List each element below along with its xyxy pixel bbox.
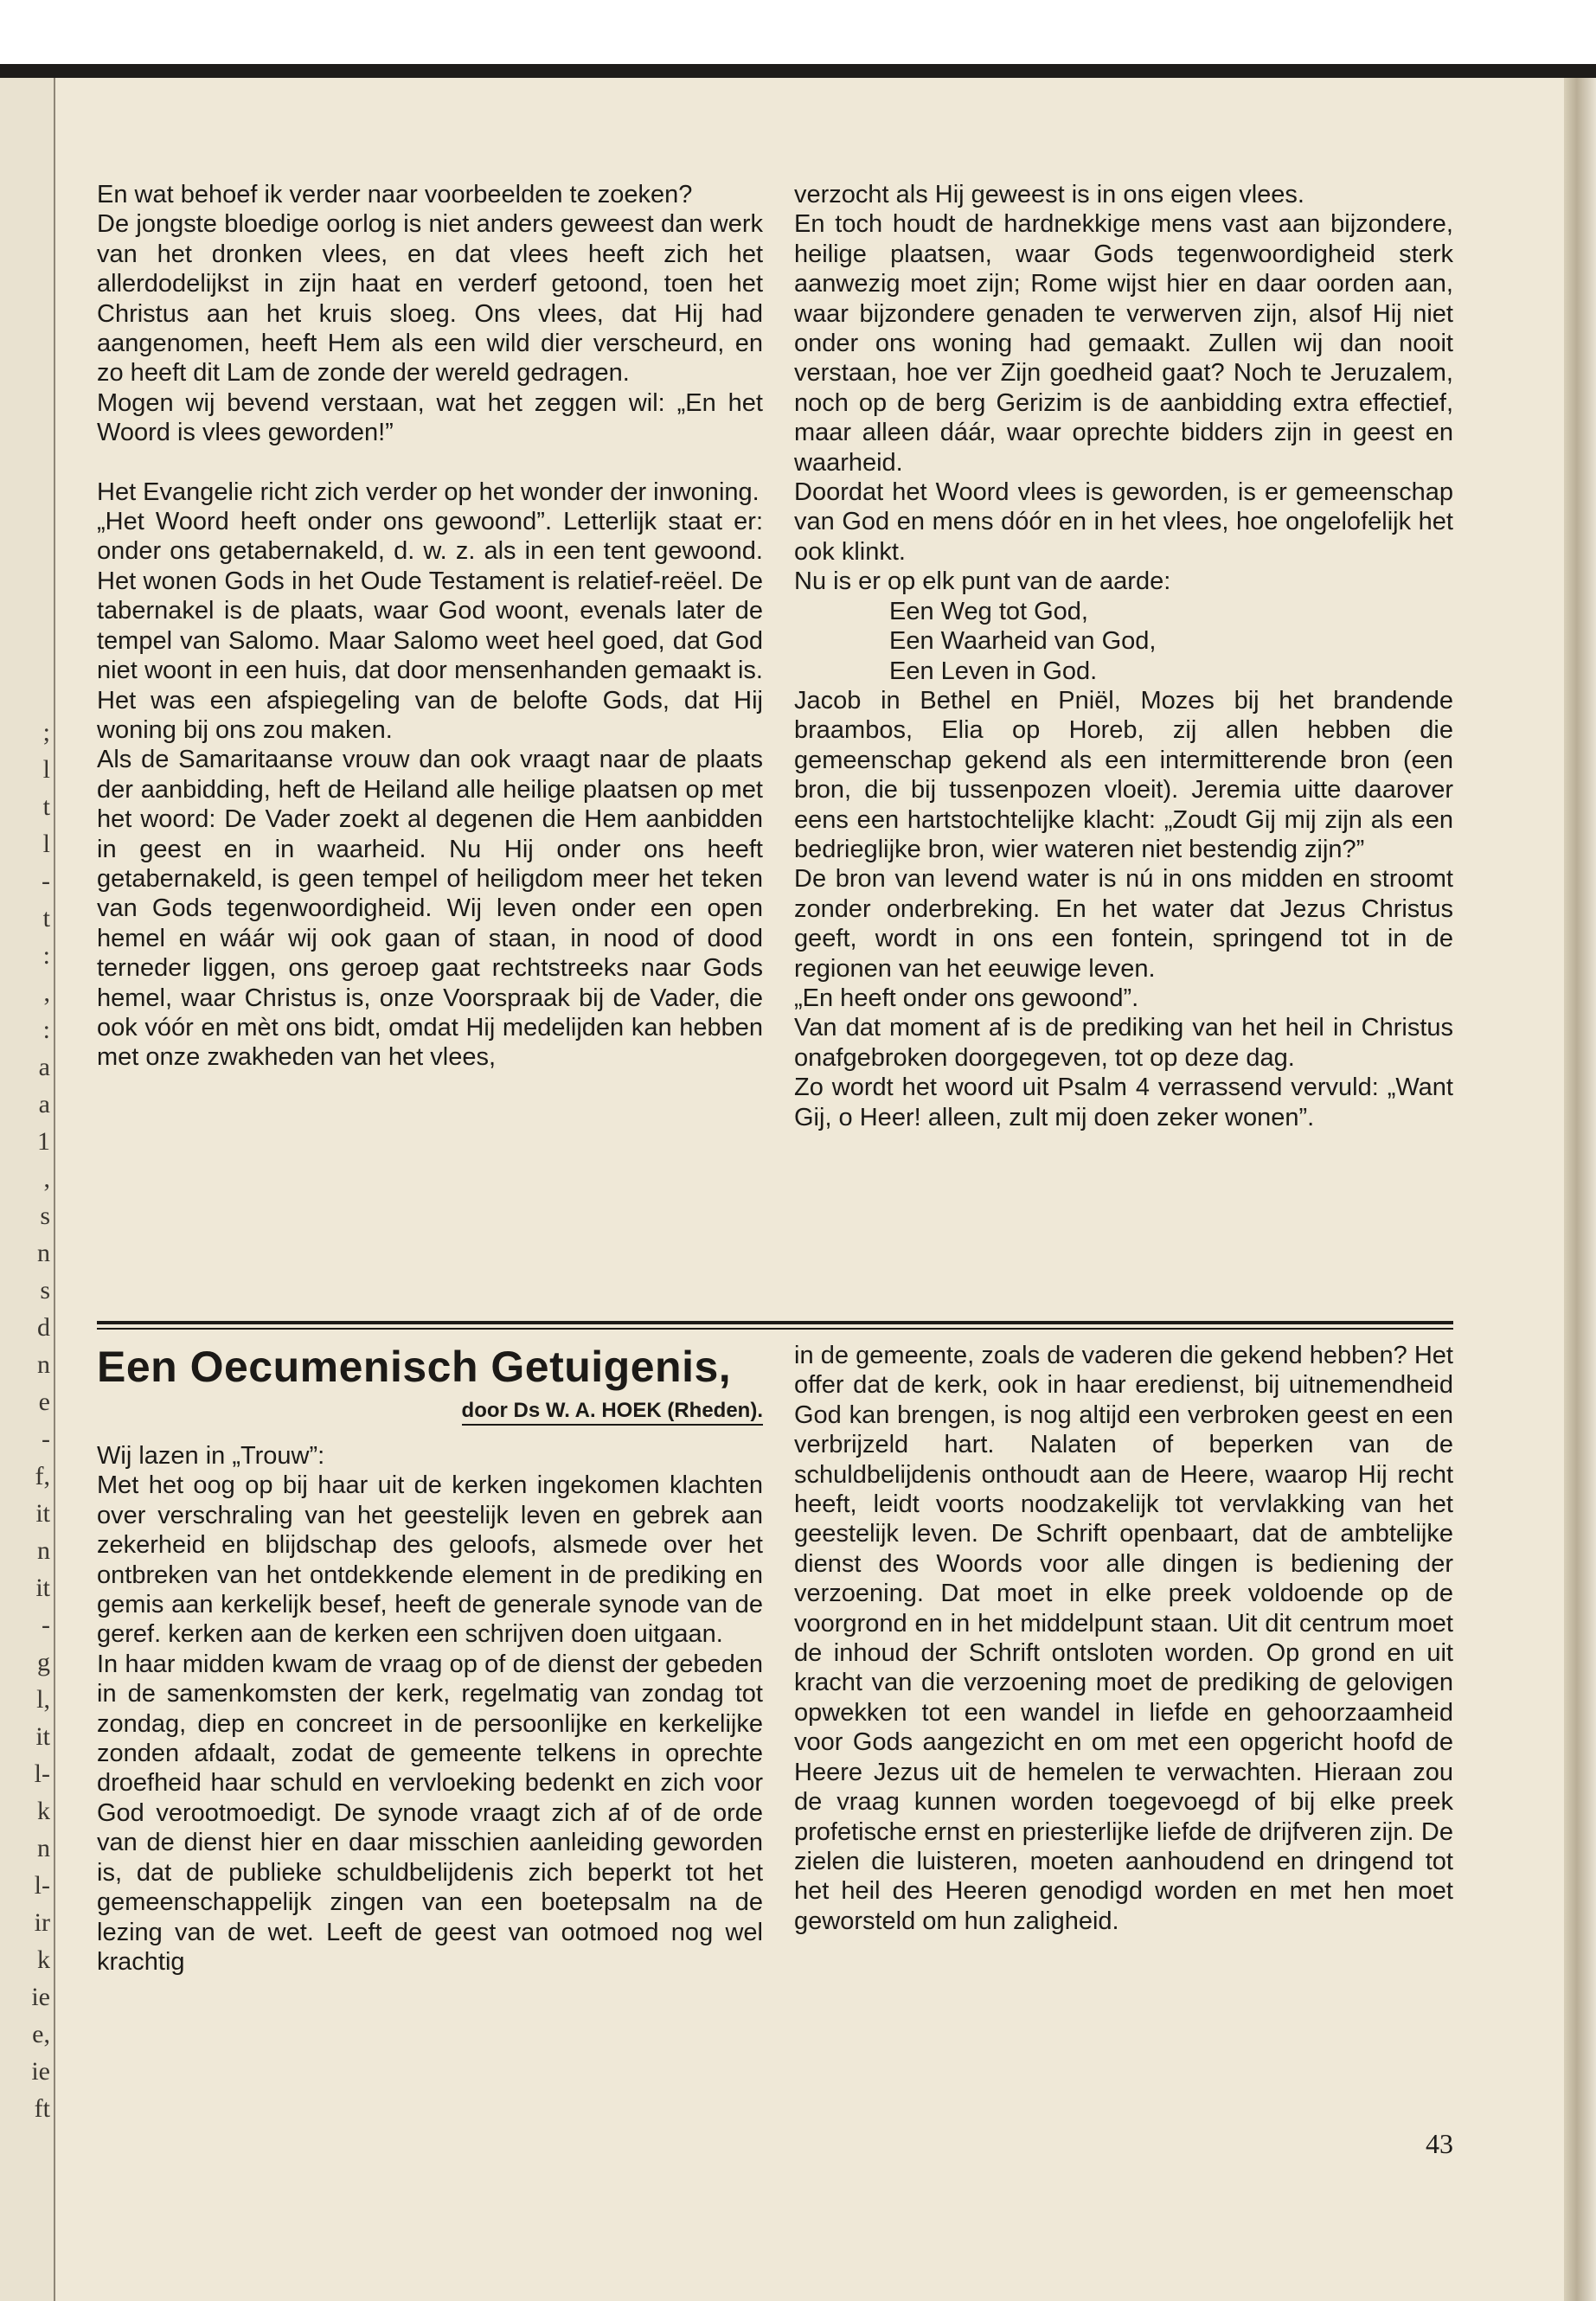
paragraph: Doordat het Woord vlees is geworden, is er gemeenschap van God en mens dóór en in het vlees, hoe ongelofelijk het ook klinkt.: [794, 478, 1453, 566]
margin-fragment: n: [37, 1239, 50, 1267]
margin-fragment: 1: [37, 1127, 50, 1156]
paragraph: verzocht als Hij geweest is in ons eigen vlees.: [794, 181, 1304, 208]
margin-fragment: -: [42, 867, 50, 895]
margin-fragment: :: [42, 1016, 50, 1044]
margin-fragment: ft: [34, 2094, 50, 2123]
margin-fragment: n: [37, 1834, 50, 1862]
page-number: 43: [1426, 2128, 1453, 2159]
paragraph: Jacob in Bethel en Pniël, Mozes bij het brandende braambos, Elia op Horeb, zij allen hebben die gemeenschap gekend als een intermitterende bron (een bron, die bij tussenpozen vloeit). Jeremia uitte daarover eens een hartstochtelijke klacht: „Zoudt Gij mij zijn als een bedrieglijke bron, wier wateren niet bestendig zijn?”: [794, 686, 1453, 863]
margin-fragment: l-: [34, 1871, 50, 1900]
margin-fragment: l: [42, 830, 50, 858]
paragraph: En toch houdt de hardnekkige mens vast aan bijzondere, heilige plaatsen, waar Gods tegenwoordigheid sterk aanwezig moet zijn; Rome wijst hier en daar oorden aan, waar bijzondere genaden te verwerven zijn, alsof Hij niet onder ons woning had gemaakt. Zullen wij dan nooit verstaan, hoe ver Zijn goedheid gaat? Noch te Jeruzalem, noch op de berg Gerizim is de aanbidding extra effectief, maar alleen dáár, waar oprechte bidders zijn in geest en waarheid.: [794, 210, 1453, 477]
paragraph: Als de Samaritaanse vrouw dan ook vraagt naar de plaats der aanbidding, heft de Heiland alle heilige plaatsen op met het woord: De Vader zoekt al degenen die Hem aanbidden in geest en in waarheid. Nu Hij onder ons heeft getabernakeld, is geen tempel of heiligdom meer het teken van Gods tegenwoordigheid. Wij leven onder een open hemel en wáár wij ook gaan of staan, in nood of dood terneder liggen, ons geroep gaat rechtstreeks naar Gods hemel, waar Christus is, onze Voorspraak bij de Vader, die ook vóór en mèt ons bidt, omdat Hij medelijden kan hebben met onze zwakheden van het vlees,: [97, 746, 763, 1072]
margin-fragment: l: [42, 755, 50, 784]
left-column-top: [97, 180, 763, 1073]
margin-fragment: d: [37, 1313, 50, 1342]
article-right-column: [794, 1341, 1453, 1936]
margin-fragment: s: [40, 1276, 50, 1304]
section-divider: [97, 1321, 1453, 1324]
margin-fragment: n: [37, 1536, 50, 1565]
margin-fragment: t: [42, 904, 50, 933]
right-column-top: [794, 180, 1453, 1132]
margin-fragment: ir: [34, 1908, 50, 1937]
margin-fragment: n: [37, 1350, 50, 1379]
paragraph: De bron van levend water is nú in ons midden en stroomt zonder onderbreking. En het water dat Jezus Christus geeft, wordt in ons een fontein, springend tot in de regionen van het eeuwige leven.: [794, 865, 1453, 983]
margin-fragment: it: [35, 1574, 50, 1602]
margin-fragment: -: [42, 1425, 50, 1453]
margin-fragment: e,: [32, 2020, 50, 2048]
margin-fragment: e: [38, 1388, 50, 1416]
paragraph: Mogen wij bevend verstaan, wat het zeggen wil: „En het Woord is vlees geworden!”: [97, 388, 763, 447]
scan-top-edge: [0, 64, 1596, 78]
margin-fragment: -: [42, 1611, 50, 1639]
article-byline: [97, 1398, 763, 1424]
margin-fragment: it: [35, 1499, 50, 1528]
margin-fragment: l-: [34, 1759, 50, 1788]
margin-fragment: t: [42, 792, 50, 821]
margin-fragment: ,: [43, 1164, 50, 1193]
article-intro: Wij lazen in „Trouw”:: [97, 1442, 325, 1470]
margin-fragment: it: [35, 1722, 50, 1751]
paragraph: Nu is er op elk punt van de aarde:: [794, 567, 1171, 596]
paragraph: Van dat moment af is de prediking van het heil in Christus onafgebroken doorgegeven, tot op deze dag.: [794, 1014, 1453, 1072]
paragraph: En wat behoef ik verder naar voorbeelden te zoeken?: [97, 181, 693, 208]
article-left-column: [97, 1341, 763, 1977]
margin-fragment: a: [38, 1053, 50, 1081]
page-binding-edge: [1564, 78, 1596, 2301]
margin-fragment: g: [37, 1648, 50, 1676]
paragraph: „Het Woord heeft onder ons gewoond”. Letterlijk staat er: onder ons getabernakeld, d. w. z. als in een tent gewoond. Het wonen Gods in het Oude Testament is relatief-reëel. De tabernakel is de plaats, waar God woont, evenals later de tempel van Salomo. Maar Salomo weet heel goed, dat God niet woont in een huis, dat door mensenhanden gemaakt is. Het was een afspiegeling van de belofte Gods, dat Hij woning bij ons zou maken.: [97, 508, 763, 744]
paragraph-gap: [97, 448, 763, 478]
paragraph: in de gemeente, zoals de vaderen die gekend hebben? Het offer dat de kerk, ook in haar eredienst, bij uitnemendheid God kan brengen, is nog altijd een verbroken geest en een verbrijzeld hart. Nalaten of beperken van de schuldbelijdenis onthoudt aan de Heere, waarop Hij recht heeft, leidt voorts noodzakelijk tot vervlakking van het geestelijk leven. De Schrift openbaart, dat de ambtelijke dienst des Woords voor alle dingen is bediening der verzoening. Dat moet in elke preek voldoende op de voorgrond en in het middelpunt staan. Uit dit centrum moet de inhoud der Schrift ontsloten worden. Op grond en uit kracht van die verzoening moet de prediking de gelovigen opwekken tot een wandel in liefde en gehoorzaamheid voor Gods aangezicht en om met een opgericht hoofd de Heere Jezus uit de hemelen te verwachten. Hieraan zou de vraag kunnen worden toegevoegd of bij elke preek profetische ernst en priesterlijke liefde de drijfveren zijn. De zielen die luisteren, moeten aanhoudend en dringend tot het heil des Heeren genodigd worden en met hen moet geworsteld om hun zaligheid.: [794, 1342, 1453, 1935]
margin-fragment: a: [38, 1090, 50, 1118]
verse-line: Een Waarheid van God,: [889, 627, 1157, 656]
paragraph: „En heeft onder ons gewoond”.: [794, 984, 1139, 1012]
margin-fragment: :: [42, 941, 50, 970]
margin-fragment: l,: [36, 1685, 50, 1714]
margin-fragment: ie: [31, 2057, 50, 2086]
margin-fragment: s: [40, 1202, 50, 1230]
margin-fragment: k: [37, 1945, 50, 1974]
byline-text: door Ds W. A. HOEK (Rheden).: [462, 1399, 763, 1426]
paragraph: In haar midden kwam de vraag op of de dienst der gebeden in de samenkomsten der kerk, regelmatig van zondag tot zondag, diep en concreet in de persoonlijke en kerkelijke zonden afdaalt, zodat de gemeente telkens in oprechte droefheid haar schuld en vervloeking bedenkt en zich voor God verootmoedigt. De synode vraagt zich af of de orde van de dienst hier en daar misschien aanleiding geworden is, dat de publieke schuldbelijdenis zich beperkt tot het gemeenschappelijk zingen van een boetepsalm na de lezing van de wet. Leeft de geest van ootmoed nog wel krachtig: [97, 1650, 763, 1976]
margin-fragment: ;: [42, 718, 50, 747]
margin-fragment: ,: [43, 978, 50, 1007]
verse-line: Een Leven in God.: [889, 657, 1098, 685]
verse-line: Een Weg tot God,: [889, 597, 1088, 625]
section-divider-thin: [97, 1328, 1453, 1330]
paragraph: De jongste bloedige oorlog is niet anders geweest dan werk van het dronken vlees, en dat vlees heeft zich het allerdodelijkst in zijn haat en verderf getoond, toen het Christus aan het kruis sloeg. Ons vlees, dat Hij had aangenomen, heeft Hem als een wild dier verscheurd, en zo heeft dit Lam de zonde der wereld gedragen.: [97, 210, 763, 388]
margin-fragment: k: [37, 1797, 50, 1825]
paragraph: Zo wordt het woord uit Psalm 4 verrassend vervuld: „Want Gij, o Heer! alleen, zult mij doen zeker wonen”.: [794, 1074, 1453, 1131]
margin-fragment: f,: [35, 1462, 50, 1490]
margin-fragment: ie: [31, 1983, 50, 2011]
paragraph: Het Evangelie richt zich verder op het wonder der inwoning.: [97, 478, 760, 506]
paragraph: Met het oog op bij haar uit de kerken ingekomen klachten over verschraling van het geestelijk leven en gebrek aan zekerheid en blijdschap des geloofs, alsmede over het ontbreken van het ontdekkende element in de prediking en gemis aan kerkelijk besef, heeft de generale synode van de geref. kerken aan de kerken een schrijven doen uitgaan.: [97, 1471, 763, 1649]
previous-page-margin: [0, 78, 55, 2301]
article-title: Een Oecumenisch Getuigenis,: [97, 1343, 732, 1391]
